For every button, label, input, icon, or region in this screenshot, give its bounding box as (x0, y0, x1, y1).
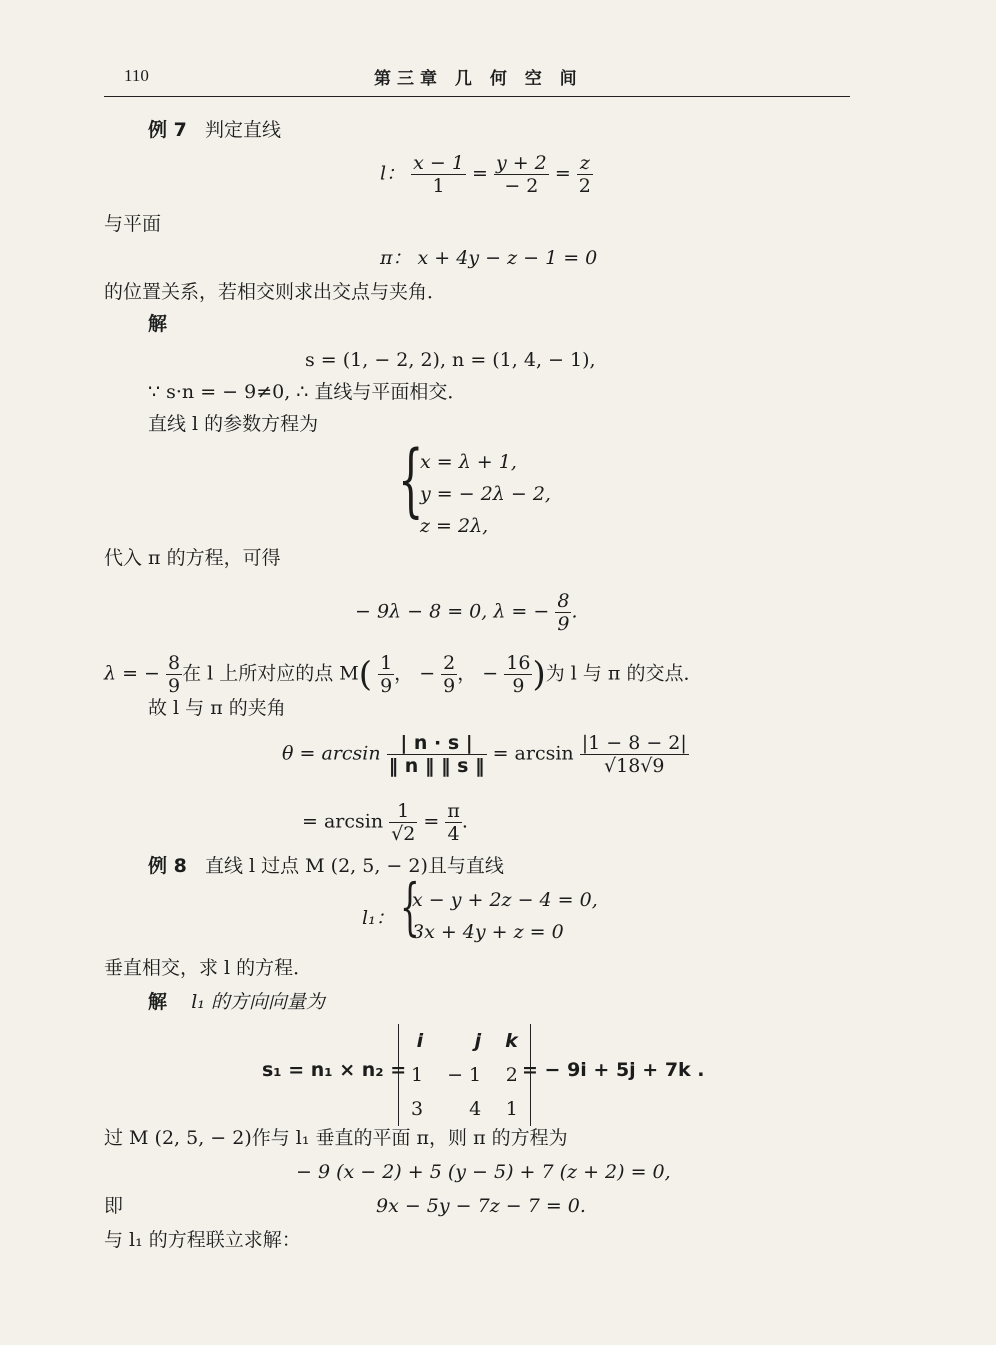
angle-intro: 故 l 与 π 的夹角 (148, 697, 286, 719)
intersection-point: λ = − $\frac{8}{9}$ 在 l 上所对应的点 M( $\frac{1}{9}$ ， − $\frac{2}{9}$ ， − $\frac{16}{9}$ )为 l 与 π 的交点． (104, 652, 703, 697)
plane-eq1: − 9 (x − 2) + 5 (y − 5) + 7 (z + 2) = 0, (296, 1161, 671, 1183)
param-system: x = λ + 1, y = − 2λ − 2, z = 2λ, (420, 451, 551, 537)
chapter-title: 第三章 几 何 空 间 (374, 69, 583, 89)
determinant: i j k 1 − 1 2 3 4 1 (398, 1024, 531, 1126)
left-brace: { (398, 433, 424, 526)
cross-rhs: = − 9i + 5j + 7k . (522, 1059, 705, 1081)
theta-line1: θ = arcsin $\frac{| n \cdot s |}{‖ n ‖ ‖ s ‖}$ = arcsin $\frac{|1 - 8 - 2|}{√18√9}$ (282, 732, 687, 777)
plane-equation: π： x + 4y − z − 1 = 0 (380, 247, 598, 269)
lambda-equation: − 9λ − 8 = 0, λ = − $\frac{8}{9}$ . (355, 590, 578, 635)
perp-text: 垂直相交，求 l 的方程． (104, 957, 313, 979)
plane-eq2: 9x − 5y − 7z − 7 = 0. (376, 1195, 586, 1217)
cross-lhs: s₁ = n₁ × n₂ = (262, 1059, 407, 1081)
plane-intro: 过 M (2, 5, − 2)作与 l₁ 垂直的平面 π，则 π 的方程为 (104, 1127, 568, 1149)
combine-text: 与 l₁ 的方程联立求解： (104, 1229, 301, 1251)
ji-text: 即 (104, 1195, 124, 1217)
l1-brace: { (400, 870, 420, 943)
l1-label: l₁： (362, 907, 395, 929)
with-plane-text: 与平面 (104, 213, 162, 235)
example8-title: 例 8 直线 l 过点 M (2, 5, − 2)且与直线 (148, 855, 504, 877)
l1-system: x − y + 2z − 4 = 0, 3x + 4y + z = 0 (412, 889, 598, 943)
example7-title: 例 7 判定直线 (148, 119, 281, 141)
page-header (104, 60, 850, 97)
intersect-reason: ∵ s·n = − 9≠0, ∴ 直线与平面相交． (148, 381, 467, 403)
param-intro: 直线 l 的参数方程为 (148, 413, 319, 435)
theta-line2: = arcsin $\frac{1}{√2}$ = $\frac{\pi}{4}$ . (302, 800, 468, 845)
line-equation: l： $\frac{x - 1}{1}$ = $\frac{y + 2}{- 2}$ = $\frac{z}{2}$ (380, 152, 591, 197)
vectors-line: s = (1, − 2, 2), n = (1, 4, − 1), (305, 349, 596, 371)
solution-label: 解 (148, 313, 168, 335)
direction-intro: 解 l₁ 的方向向量为 (148, 991, 325, 1013)
page-number: 110 (124, 66, 149, 85)
question-text: 的位置关系，若相交则求出交点与夹角． (104, 281, 447, 303)
substitute-text: 代入 π 的方程，可得 (104, 547, 281, 569)
